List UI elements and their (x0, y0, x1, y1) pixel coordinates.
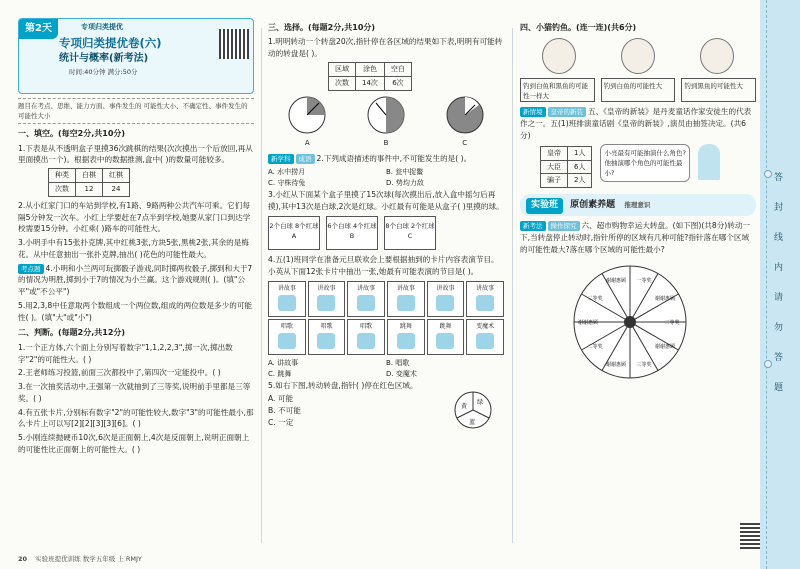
lab-subtitle: 推理意识 (624, 201, 651, 210)
choice-3: 3.小红从下面某个盒子里摸了15次球(每次摸出后,放入盒中摇匀后再摸),其中13次是白球,2次是红球。小红最有可能是从盒子( )里摸的球。 (268, 189, 504, 211)
column-divider (512, 28, 513, 543)
punch-hole-icon (764, 360, 772, 368)
spinner-option-a (287, 95, 327, 150)
spinner-icon (453, 390, 493, 430)
table-row-label: 次数 (49, 182, 76, 196)
option: C. 跳舞 (268, 369, 292, 378)
chess-table (48, 168, 130, 197)
spinner-options (268, 95, 504, 150)
question-badge: 皇帝的新装 (548, 107, 587, 117)
choice-2 (268, 153, 504, 165)
speech-bubble: 小亮最有可能抽演什么角色?他抽演哪个角色的可能性最小? (600, 144, 690, 182)
outcome-box: 钓到黑鱼的可能性大 (681, 78, 756, 102)
card: 讲故事 (427, 281, 465, 317)
card: 讲故事 (268, 281, 306, 317)
question-text: 4.小明和小兰两可玩掷骰子游戏,同时掷两枚骰子,掷到和大于7的情况为明胜,掷到小于7的情况为小兰赢。这个游戏规则( )。(填"公平"或"不公平") (18, 263, 253, 297)
section-header (18, 18, 254, 94)
spin-label: 蓝 (469, 418, 476, 426)
spinner-b-icon (366, 95, 406, 135)
spin-label: 绿 (477, 398, 484, 406)
option: C. 守株待兔 (268, 178, 306, 187)
section-fill: 一、填空。(每空2分,共10分) (18, 129, 126, 139)
card: 跳舞 (427, 319, 465, 355)
question-badge: 考点题 (18, 264, 44, 274)
sidebar-char: 勿 (774, 323, 784, 333)
binding-sidebar (760, 0, 800, 569)
column-left (18, 18, 254, 458)
question-4 (18, 263, 254, 298)
singing-icon (317, 333, 335, 349)
spinner-option-b (366, 95, 406, 150)
box-b: 6个白球 4个红球 B (326, 216, 378, 250)
sidebar-char: 答 (774, 353, 784, 363)
singing-icon (278, 333, 296, 349)
wheel-label: 谢谢惠顾 (605, 277, 627, 284)
option-label: A (304, 139, 310, 148)
box-a: 2个白球 8个红球 A (268, 216, 320, 250)
question-badge: 新情境 (520, 107, 546, 117)
magic-icon (476, 333, 494, 349)
spinner-option-c (445, 95, 485, 150)
day-tag: 第2天 (19, 19, 58, 39)
lab-banner (520, 194, 756, 216)
judge-1: 1.一个正方体,六个面上分别写着数字"1,1,2,2,3",掷一次,掷出数字"2"的可能性大。( ) (18, 342, 233, 364)
question-3: 3.小明手中有15张扑克牌,其中红桃3张,方块5张,黑桃2张,其余的是梅花。从中任意抽出一张扑克牌,抽出( )花色的可能性最大。 (18, 238, 249, 259)
table-header: 空白 (384, 62, 411, 76)
card: 讲故事 (308, 281, 346, 317)
cat-fishing-icon (700, 38, 734, 74)
card: 变魔术 (466, 319, 504, 355)
roles-table: 皇帝 1人 大臣 6人 骗子 2人 (540, 146, 592, 189)
option: B. 不可能 (268, 406, 301, 416)
wheel-label: 谢谢惠顾 (605, 361, 627, 368)
option: A. 可能 (268, 394, 294, 404)
reading-icon (317, 295, 335, 311)
lab-title: 原创素养题 (570, 200, 616, 211)
sidebar-char: 线 (774, 233, 784, 243)
wheel-label: 谢谢惠顾 (654, 343, 676, 350)
outcome-box: 钓到白鱼的可能性大 (601, 78, 676, 102)
wheel-label: 一等奖 (636, 277, 652, 284)
page-subtitle: 统计与概率(新考法) (59, 53, 149, 64)
card: 讲故事 (387, 281, 425, 317)
card: 唱歌 (268, 319, 306, 355)
section-judge: 二、判断。(每题2分,共12分) (18, 328, 126, 338)
table-header: 涂色 (356, 62, 385, 76)
reading-icon (476, 295, 494, 311)
card: 讲故事 (347, 281, 385, 317)
question-text: 5.如右下图,转动转盘,指针( )停在红色区域。 (268, 380, 418, 390)
wheel-label: 谢谢惠顾 (577, 319, 599, 326)
fishing-outcomes (520, 78, 756, 102)
page-title: 专项归类提优卷(六) (59, 36, 162, 50)
spin-label: 黄 (461, 402, 468, 410)
column-middle (268, 18, 504, 429)
footer-text: 实验班提优训练 数学五年级 上 RMJY (35, 555, 142, 563)
sidebar-char: 内 (774, 263, 784, 273)
question-text: 2.下列成语描述的事件中,不可能发生的是( )。 (316, 154, 472, 164)
reading-icon (357, 295, 375, 311)
option-label: C (462, 139, 468, 148)
judge-4: 4.有五张卡片,分别标有数字"2"的可能性较大,数字"3"的可能性最小,那么卡片上可以写[2][2][3][3][6]。( ) (18, 407, 254, 429)
spinner-a-icon (287, 95, 327, 135)
table-header: 红棋 (103, 169, 130, 183)
card: 跳舞 (387, 319, 425, 355)
question-badge: 操作探究 (548, 221, 580, 231)
wheel-label: 二等奖 (587, 343, 603, 350)
judge-3: 3.在一次抽奖活动中,王强第一次就抽到了三等奖,说明前手里都是三等奖。( ) (18, 382, 251, 403)
boy-icon (698, 144, 720, 180)
time-score: 时间:40分钟 满分:50分 (69, 68, 138, 76)
table-cell: 6次 (384, 76, 411, 90)
column-divider (261, 28, 262, 543)
table-row-label: 次数 (329, 76, 356, 90)
box-c: 8个白球 2个红球 C (384, 216, 436, 250)
choice-5 (268, 380, 504, 429)
section-cat-fishing: 四、小猫钓鱼。(连一连)(共6分) (520, 23, 637, 32)
choice-4-options (268, 358, 504, 380)
choice-2-options (268, 167, 504, 189)
question-emperor (520, 106, 756, 141)
option: A. 水中捞月 (268, 168, 306, 177)
card: 讲故事 (466, 281, 504, 317)
question-wheel (520, 220, 756, 255)
wheel-label: 三等奖 (587, 295, 603, 302)
page-footer (18, 554, 142, 563)
table-cell: 14次 (356, 76, 385, 90)
question-1: 1.下表是从不透明盒子里摸36次跳棋的结果(次次摸出一个后放回,再从里面摸出一个)。根据表中的数据推测,盒中( )的数量可能较多。 (18, 143, 253, 165)
choice-4: 4.五(1)班同学在准备元旦联欢会上要根据抽到的卡片内容表演节目。小英从下面12张卡片中抽出一张,她最有可能表演的节目是( )。 (268, 255, 499, 277)
judge-5: 5.小刚连续抛硬币10次,6次是正面朝上,4次是反面朝上,说明正面朝上的可能性比正面朝上的可能性大。( ) (18, 433, 250, 454)
question-badge: 成语 (296, 154, 315, 164)
column-right (520, 18, 756, 385)
prize-wheel (570, 262, 690, 382)
option-label: B (383, 139, 389, 148)
spinner-table (328, 62, 412, 91)
page-number: 20 (18, 555, 28, 563)
roles-area (520, 144, 756, 189)
program-cards (268, 281, 504, 355)
sidebar-char: 题 (774, 383, 784, 393)
cat-fishing-icon (621, 38, 655, 74)
table-cell: 12 (76, 182, 103, 196)
wheel-label: 谢谢惠顾 (654, 295, 676, 302)
cat-images (520, 38, 756, 74)
option: D. 势均力敌 (386, 178, 424, 187)
table-cell: 24 (103, 182, 130, 196)
question-5: 5.用2,3,8中任意取两个数组成一个两位数,组成的两位数是多少的可能性( )。(填"大"或"小") (18, 300, 253, 322)
singing-icon (357, 333, 375, 349)
table-header: 种类 (49, 169, 76, 183)
option: B. 瓮中捉鳖 (386, 168, 424, 177)
section-choice: 三、选择。(每题2分,共10分) (268, 23, 376, 32)
option: C. 一定 (268, 417, 294, 427)
wheel-pointer-icon (624, 316, 636, 328)
card: 唱歌 (347, 319, 385, 355)
question-2: 2.从小红家门口的车站到学校,有1路、9路两种公共汽车可乘。它们每隔5分钟发一次车。小红上学要赶在7点半到学校,她要从家门口到达学校需要15分钟。小红乘( )路车的可能性大。 (18, 200, 251, 234)
question-badge: 新考法 (520, 221, 546, 231)
dancing-icon (436, 333, 454, 349)
question-text: 五、《皇帝的新装》是丹麦童话作家安徒生的代表作之一。五(1)班排演童话剧《皇帝的新装》,演员由抽签决定。(共6分) (520, 107, 752, 140)
lab-tag: 实验班 (526, 198, 563, 214)
wheel-label: 三等奖 (636, 361, 652, 368)
day-tag-sub: 专项归类提优 (81, 23, 123, 31)
dancing-icon (397, 333, 415, 349)
option: B. 唱歌 (386, 358, 410, 367)
card: 唱歌 (308, 319, 346, 355)
sidebar-char: 请 (774, 293, 784, 303)
judge-2: 2.王老师练习投篮,前面三次都投中了,第四次一定能投中。( ) (18, 368, 221, 378)
outcome-box: 钓到白鱼和黑鱼的可能性一样大 (520, 78, 595, 102)
choice-1: 1.明明转动一个转盘20次,指针停在各区域的结果如下表,明明有可能转动的转盘是( )。 (268, 37, 503, 59)
table-header: 白棋 (76, 169, 103, 183)
cat-fishing-icon (542, 38, 576, 74)
option: A. 讲故事 (268, 358, 299, 367)
reading-icon (436, 295, 454, 311)
reading-icon (278, 295, 296, 311)
sidebar-char: 封 (774, 203, 784, 213)
sidebar-char: 答 (774, 173, 784, 183)
spinner-c-icon (445, 95, 485, 135)
option: D. 变魔术 (386, 369, 417, 378)
reading-icon (397, 295, 415, 311)
table-header: 区域 (329, 62, 356, 76)
question-badge: 新学科 (268, 154, 294, 164)
qr-code-icon (219, 29, 249, 59)
wheel-label: 二等奖 (664, 319, 680, 326)
tips-note: 题目在考点、思维、能力方面、事件发生的 可能性大小、不确定性、事件发生的可能性大小 (18, 98, 254, 124)
punch-hole-icon (764, 170, 772, 178)
question-text: 六、超市购物幸运大转盘。(如下图)(共8分)转动一下,当转盘停止转动时,指针所停的区域有几种可能?指针落在哪个区域的可能性最大?落在哪个区域的可能性最小? (520, 221, 751, 254)
ball-boxes (268, 216, 504, 250)
